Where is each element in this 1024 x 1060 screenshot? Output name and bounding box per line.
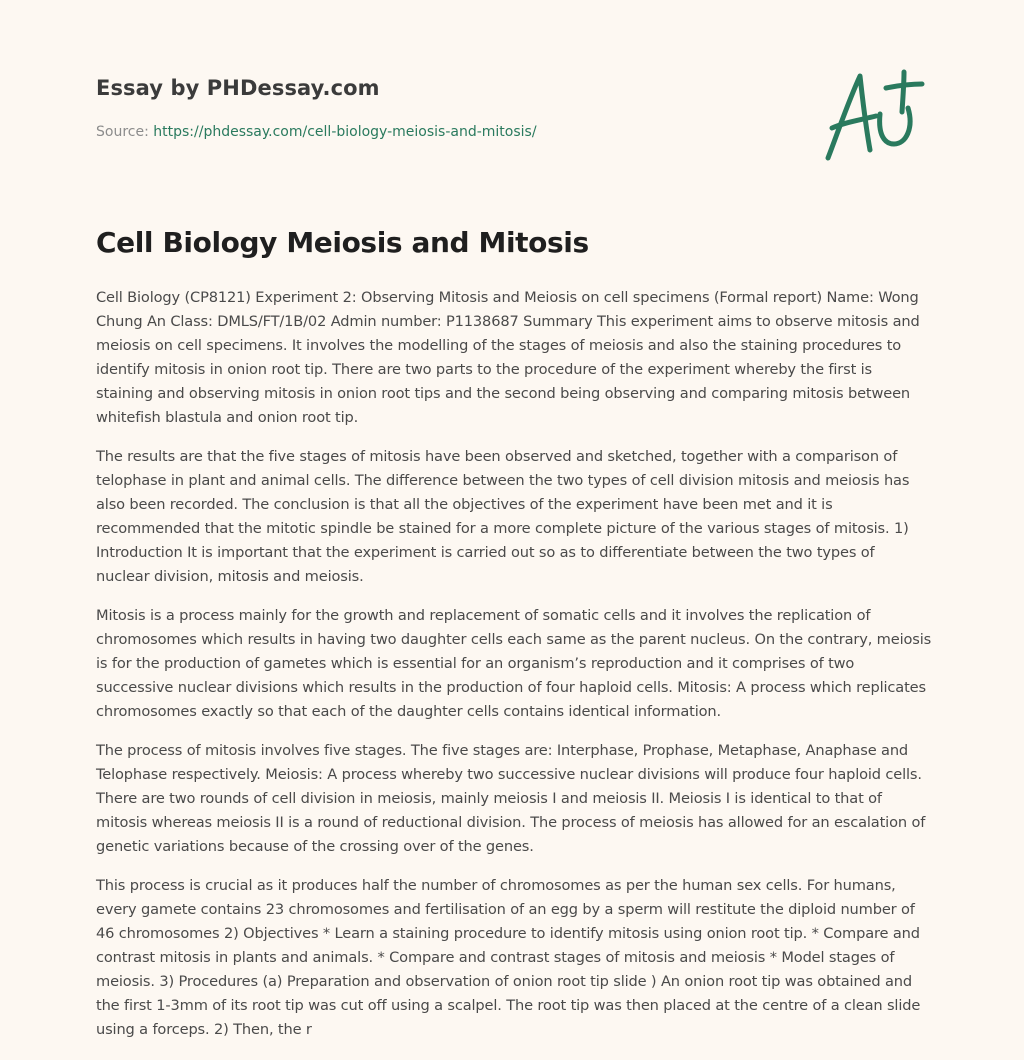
article-body xyxy=(96,286,932,1057)
a-plus-logo-icon xyxy=(818,64,930,168)
source-link[interactable]: https://phdessay.com/cell-biology-meiosis-and-mitosis/ xyxy=(153,124,537,140)
site-brand: Essay by PHDessay.com xyxy=(96,76,380,100)
article-paragraph: The results are that the five stages of mitosis have been observed and sketched, together with a comparison of telophase in plant and animal cells. The difference between the two types of cell division mitosis and meiosis has also been recorded. The conclusion is that all the objectives of the experiment have been met and it is recommended that the mitotic spindle be stained for a more complete picture of the various stages of mitosis. 1) Introduction It is important that the experiment is carried out so as to differentiate between the two types of nuclear division, mitosis and meiosis. xyxy=(96,448,910,585)
source-line xyxy=(96,124,537,140)
article-title: Cell Biology Meiosis and Mitosis xyxy=(96,226,589,259)
source-label: Source: xyxy=(96,124,154,140)
article-paragraph: This process is crucial as it produces half the number of chromosomes as per the human sex cells. For humans, every gamete contains 23 chromosomes and fertilisation of an egg by a sperm will restitute the diploid number of 46 chromosomes 2) Objectives * Learn a staining procedure to identify mitosis using onion root tip. * Compare and contrast mitosis in plants and animals. * Compare and contrast stages of mitosis and meiosis * Model stages of meiosis. 3) Procedures (a) Preparation and observation of onion root tip slide ) An onion root tip was obtained and the first 1-3mm of its root tip was cut off using a scalpel. The root tip was then placed at the centre of a clean slide using a forceps. 2) Then, the r xyxy=(96,877,921,1038)
article-paragraph: Cell Biology (CP8121) Experiment 2: Observing Mitosis and Meiosis on cell specimens (Formal report) Name: Wong Chung An Class: DMLS/FT/1B/02 Admin number: P1138687 Summary This experiment aims to observe mitosis and meiosis on cell specimens. It involves the modelling of the stages of meiosis and also the staining procedures to identify mitosis in onion root tip. There are two parts to the procedure of the experiment whereby the first is staining and observing mitosis in onion root tips and the second being observing and comparing mitosis between whitefish blastula and onion root tip. xyxy=(96,289,920,426)
article-paragraph: The process of mitosis involves five stages. The five stages are: Interphase, Prophase, Metaphase, Anaphase and Telophase respectively. Meiosis: A process whereby two successive nuclear divisions will produce four haploid cells. There are two rounds of cell division in meiosis, mainly meiosis I and meiosis II. Meiosis I is identical to that of mitosis whereas meiosis II is a round of reductional division. The process of meiosis has allowed for an escalation of genetic variations because of the crossing over of the genes. xyxy=(96,742,926,855)
article-paragraph: Mitosis is a process mainly for the growth and replacement of somatic cells and it involves the replication of chromosomes which results in having two daughter cells each same as the parent nucleus. On the contrary, meiosis is for the production of gametes which is essential for an organism’s reproduction and it comprises of two successive nuclear divisions which results in the production of four haploid cells. Mitosis: A process which replicates chromosomes exactly so that each of the daughter cells contains identical information. xyxy=(96,607,932,720)
